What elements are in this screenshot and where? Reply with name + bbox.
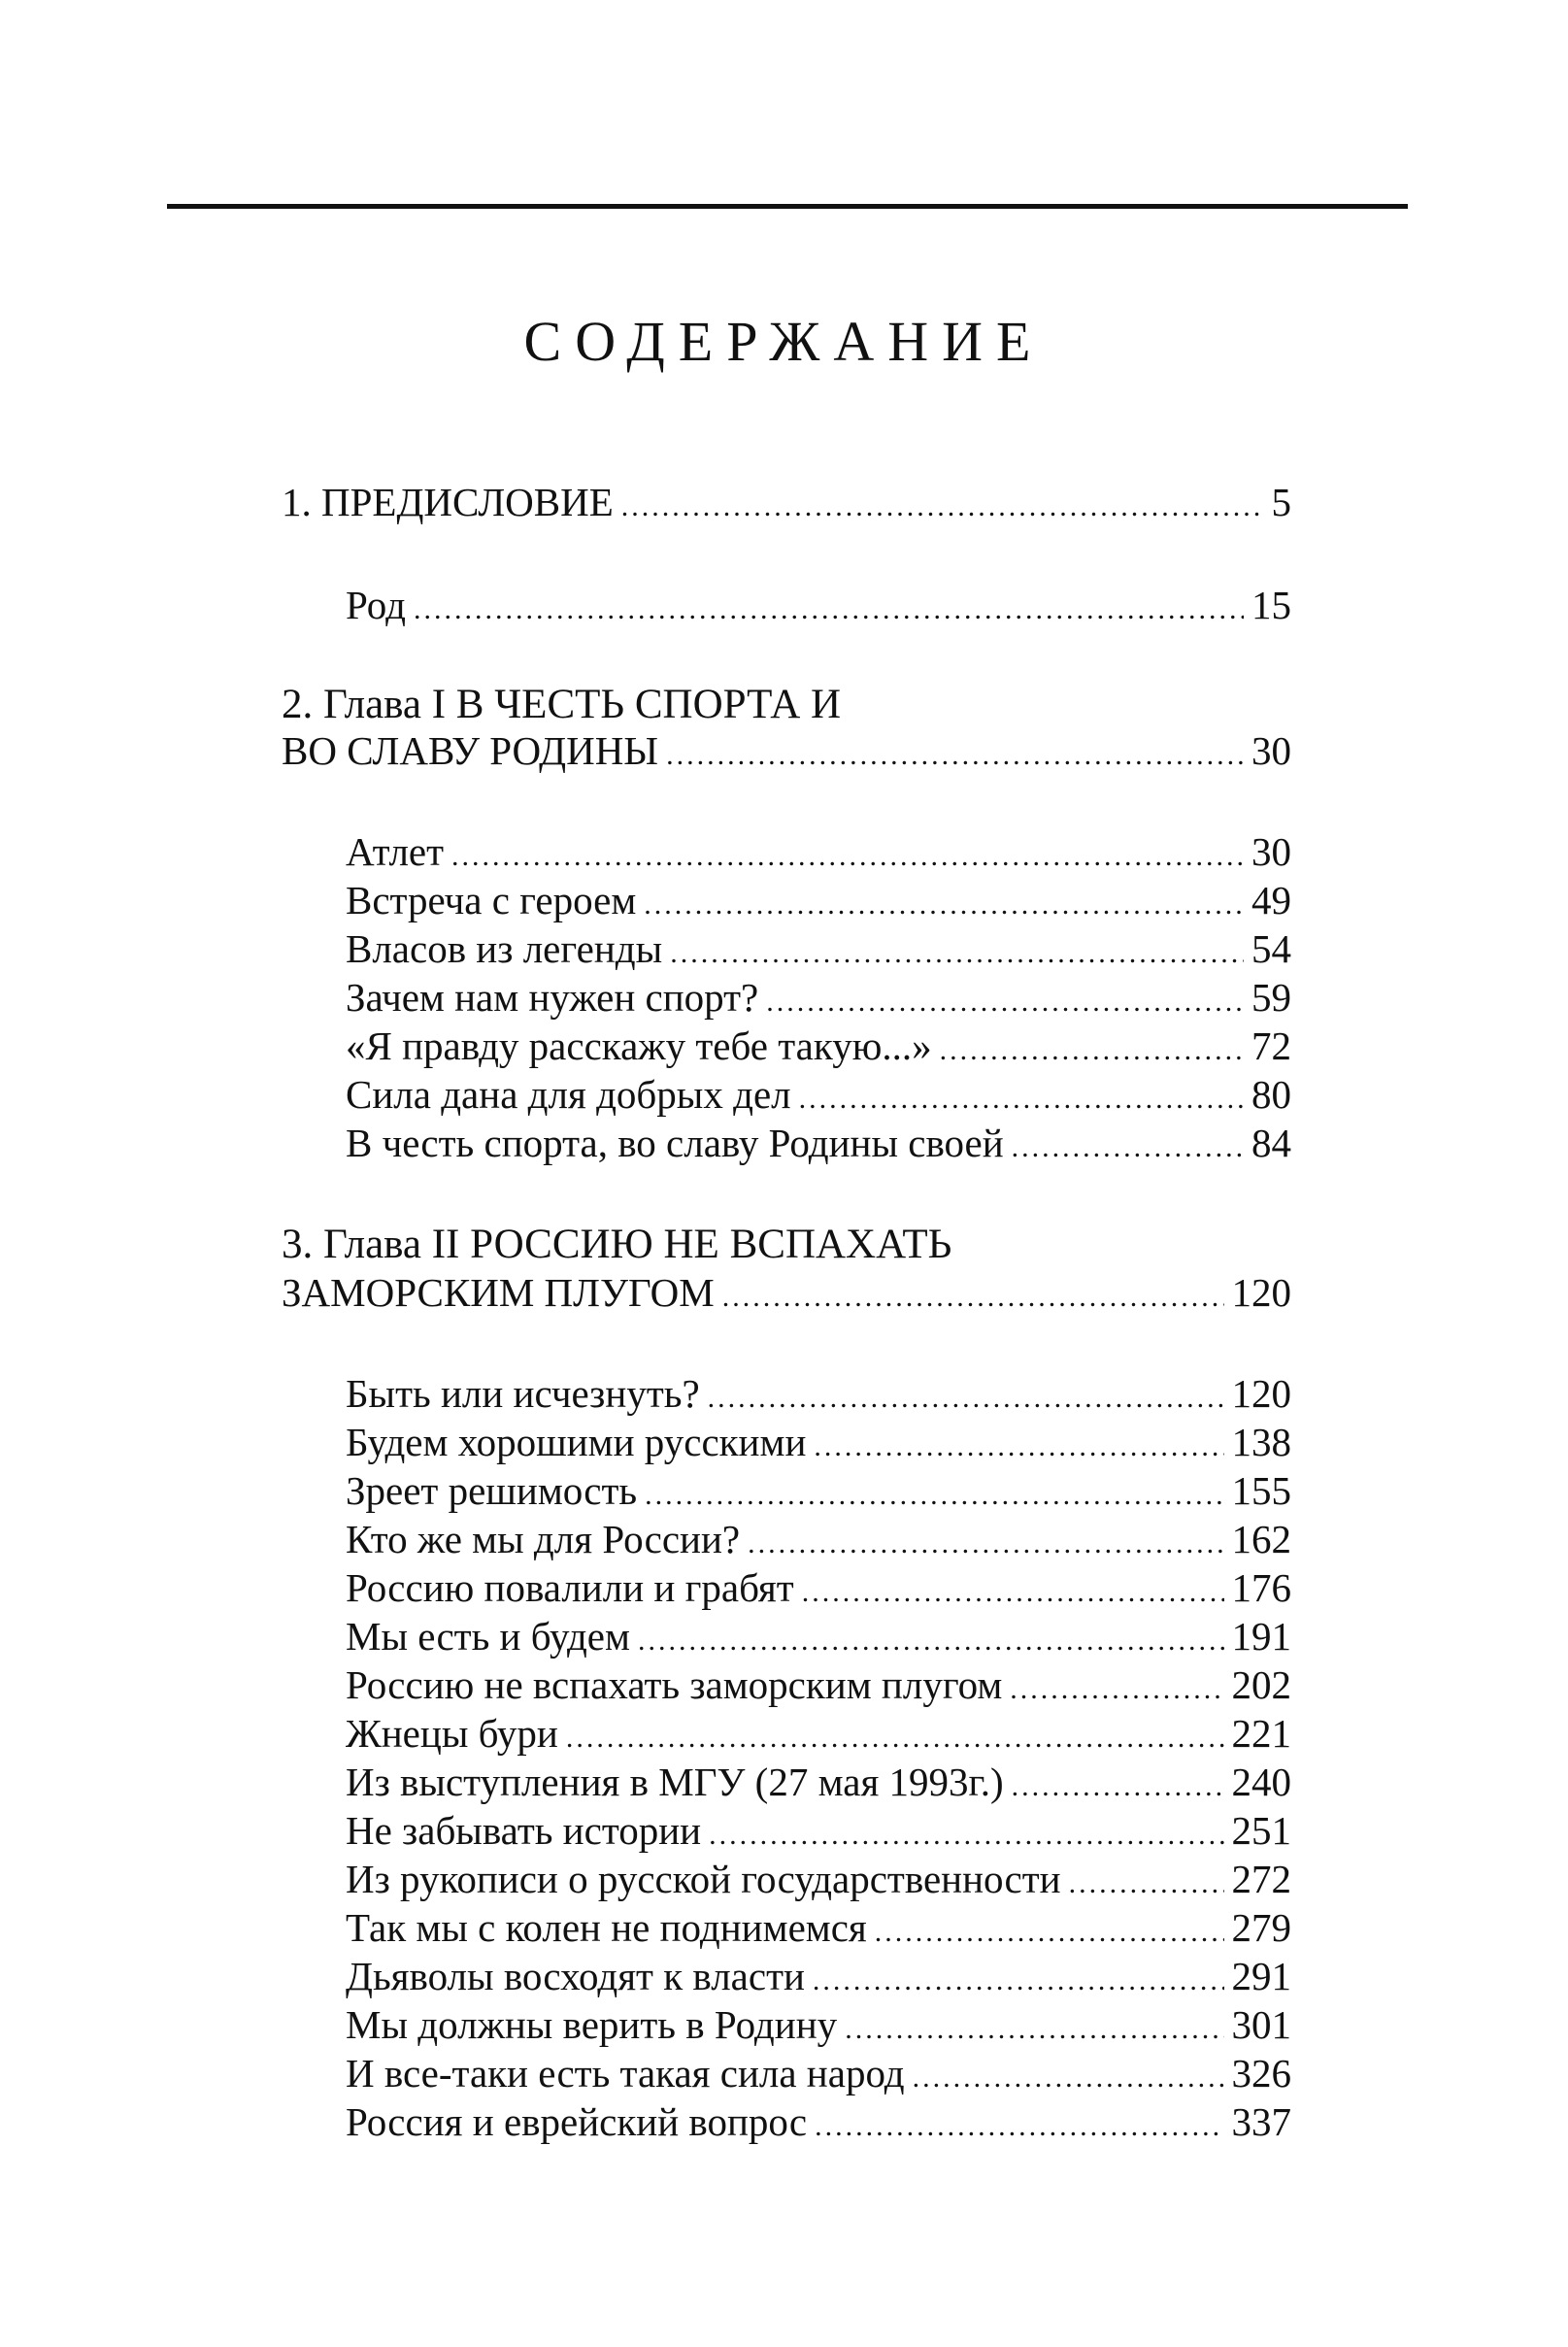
toc-entry-page: 221 [1231,1711,1291,1756]
toc-entry[interactable] [346,1563,1291,1617]
dot-leader [766,978,1244,1026]
toc-entry-title: Род [346,583,406,627]
dot-leader [645,1471,1223,1520]
dot-leader [722,1273,1224,1322]
toc-entry-title: «Я правду расскажу тебе такую...» [346,1023,932,1068]
toc-entry-page: 5 [1271,480,1291,524]
toc-entry-page: 301 [1231,2002,1291,2047]
toc-entry[interactable] [346,1612,1291,1665]
toc-entry-page: 191 [1231,1614,1291,1659]
toc-entry-page: 80 [1251,1072,1291,1117]
toc-entry-title: Кто же мы для России? [346,1517,741,1561]
toc-entry-title: 1. ПРЕДИСЛОВИЕ [282,480,614,524]
toc-entry-page: 155 [1231,1468,1291,1513]
toc-entry[interactable] [346,1418,1291,1471]
toc-entry-page: 120 [1231,1270,1291,1315]
dot-leader [815,2102,1223,2151]
toc-entry[interactable] [346,1070,1291,1123]
dot-leader [666,731,1244,780]
toc-entry-title: Мы есть и будем [346,1614,630,1659]
dot-leader [644,881,1244,929]
dot-leader [799,1075,1244,1123]
dot-leader [451,832,1244,881]
toc-entry[interactable] [346,2000,1291,2054]
toc-entry[interactable] [346,876,1291,929]
toc-entry-page: 54 [1251,926,1291,971]
toc-entry-page: 202 [1231,1662,1291,1707]
dot-leader [1012,1762,1224,1811]
toc-entry[interactable] [346,1758,1291,1811]
dot-leader [638,1617,1224,1665]
dot-leader [875,1908,1224,1957]
toc-entry-page: 120 [1231,1371,1291,1416]
toc-entry-page: 291 [1231,1954,1291,1998]
toc-entry[interactable] [346,1515,1291,1568]
toc-entry[interactable] [346,1369,1291,1423]
toc-entry-title: Сила дана для добрых дел [346,1072,791,1117]
toc-entry-title: Из рукописи о русской государственности [346,1857,1061,1901]
toc-entry-title: Атлет [346,829,445,874]
toc-entry-title: Зачем нам нужен спорт? [346,975,759,1020]
toc-entry-page: 279 [1231,1905,1291,1950]
dot-leader [708,1374,1224,1423]
toc-entry-title: И все-таки есть такая сила народ [346,2051,905,2096]
toc-entry-title: Дьяволы восходят к власти [346,1954,805,1998]
toc-entry-title: Россию повалили и грабят [346,1565,794,1610]
toc-entry-page: 59 [1251,975,1291,1020]
toc-entry-page: 337 [1231,2099,1291,2144]
toc-entry-title: Россия и еврейский вопрос [346,2099,808,2144]
toc-entry-preface[interactable] [282,478,1291,531]
toc-entry-chapter-2[interactable] [282,1268,1291,1322]
toc-entry[interactable] [346,1806,1291,1860]
toc-entry[interactable] [346,1952,1291,2005]
toc-entry-chapter-1[interactable] [282,726,1291,780]
dot-leader [802,1568,1224,1617]
toc-entry[interactable] [346,2049,1291,2102]
toc-entry-page: 240 [1231,1760,1291,1804]
chapter-1-heading: 2. Глава I В ЧЕСТЬ СПОРТА И [282,682,842,727]
toc-entry-title: Зреет решимость [346,1468,638,1513]
toc-entry-title: Будем хорошими русскими [346,1420,807,1464]
dot-leader [913,2054,1224,2102]
toc-entry-title: ВО СЛАВУ РОДИНЫ [282,728,659,773]
toc-entry-title: Так мы с колен не поднимемся [346,1905,867,1950]
toc-entry[interactable] [346,924,1291,978]
toc-entry-page: 176 [1231,1565,1291,1610]
toc-entry-title: Власов из легенды [346,926,663,971]
toc-entry-title: Мы должны верить в Родину [346,2002,838,2047]
dot-leader [1069,1860,1224,1908]
toc-entry-page: 326 [1231,2051,1291,2096]
toc-entry-page: 84 [1251,1121,1291,1165]
toc-entry[interactable] [346,1466,1291,1520]
dot-leader [709,1811,1223,1860]
dot-leader [670,929,1244,978]
toc-entry-title: В честь спорта, во славу Родины своей [346,1121,1004,1165]
dot-leader [940,1026,1244,1075]
toc-entry-page: 162 [1231,1517,1291,1561]
toc-entry-page: 49 [1251,878,1291,922]
dot-leader [566,1714,1224,1762]
chapter-2-heading: 3. Глава II РОССИЮ НЕ ВСПАХАТЬ [282,1222,952,1267]
toc-entry-title: Не забывать истории [346,1808,702,1853]
dot-leader [814,1423,1223,1471]
toc-entry-page: 138 [1231,1420,1291,1464]
toc-entry-page: 30 [1251,728,1291,773]
page-title: СОДЕРЖАНИЕ [523,310,1045,373]
toc-entry-page: 251 [1231,1808,1291,1853]
toc-entry[interactable] [346,1119,1291,1172]
toc-entry[interactable] [346,1709,1291,1762]
top-rule [167,204,1408,209]
toc-entry[interactable] [346,827,1291,881]
toc-entry[interactable] [346,1903,1291,1957]
toc-entry-page: 15 [1251,583,1291,627]
toc-entry-rod[interactable] [346,581,1291,634]
dot-leader [414,586,1244,634]
dot-leader [621,483,1264,531]
toc-entry-title: Из выступления в МГУ (27 мая 1993г.) [346,1760,1004,1804]
toc-entry-page: 30 [1251,829,1291,874]
toc-entry-title: Быть или исчезнуть? [346,1371,700,1416]
toc-entry-title: Россию не вспахать заморским плугом [346,1662,1003,1707]
toc-entry-page: 72 [1251,1023,1291,1068]
dot-leader [748,1520,1223,1568]
dot-leader [1010,1665,1223,1714]
dot-leader [1012,1123,1244,1172]
toc-entry-title: Жнецы бури [346,1711,558,1756]
dot-leader [845,2005,1223,2054]
toc-entry-title: Встреча с героем [346,878,637,922]
toc-entry-title: ЗАМОРСКИМ ПЛУГОМ [282,1270,715,1315]
toc-entry[interactable] [346,1855,1291,1908]
toc-entry[interactable] [346,1660,1291,1714]
toc-entry[interactable] [346,1022,1291,1075]
toc-entry[interactable] [346,2097,1291,2151]
toc-entry[interactable] [346,973,1291,1026]
toc-entry-page: 272 [1231,1857,1291,1901]
dot-leader [813,1957,1224,2005]
